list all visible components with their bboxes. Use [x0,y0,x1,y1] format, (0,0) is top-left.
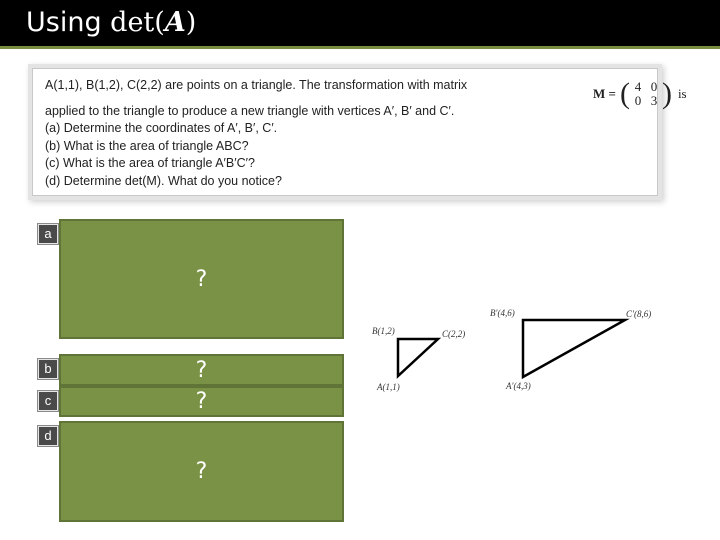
question-line-1 [45,77,687,110]
question-part-b: (b) What is the area of triangle ABC? [45,138,249,153]
label-a-prime: A′(4,3) [506,381,531,391]
answer-label-a: a [38,224,58,244]
answer-box-d[interactable]: ? [59,421,344,522]
question-part-c: (c) What is the area of triangle A′B′C′? [45,156,255,170]
label-b-prime: B′(4,6) [490,308,515,318]
label-b: B(1,2) [372,326,395,336]
matrix-entry: 4 [634,79,642,94]
answer-box-c[interactable]: ? [59,386,344,417]
triangles-diagram [360,296,680,406]
label-c-prime: C′(8,6) [626,309,652,319]
title-open-paren: ( [154,7,165,38]
answer-box-b[interactable]: ? [59,354,344,386]
matrix-entry: 0 [650,79,658,94]
answer-label-c: c [38,391,58,411]
question-intro: A(1,1), B(1,2), C(2,2) are points on a triangle. The transformation with matrix [45,78,468,92]
answer-box-a[interactable]: ? [59,219,344,339]
answer-label-d: d [38,426,58,446]
triangle-a-prime-b-prime-c-prime [523,320,625,377]
answer-label-b: b [38,359,58,379]
title-prefix: Using [26,7,111,38]
title-close-paren: ) [185,7,197,38]
matrix-entry: 0 [634,93,642,108]
title-underline [0,46,720,49]
question-part-d: (d) Determine det(M). What do you notice? [45,173,282,188]
question-line1-tail: is [677,86,687,102]
matrix-left-paren: ( [619,77,630,110]
question-part-a: (a) Determine the coordinates of A′, B′, C′. [45,121,278,135]
question-box [32,68,687,196]
slide-title [26,6,196,40]
label-c: C(2,2) [442,329,466,339]
matrix-label: M = [593,86,616,102]
title-fn: det [110,7,155,38]
label-a: A(1,1) [377,382,400,392]
matrix-entry: 3 [650,93,658,108]
triangle-abc [398,339,438,376]
title-arg: A [164,7,186,38]
question-line-2: applied to the triangle to produce a new triangle with vertices A′, B′ and C′. [45,103,455,118]
matrix-right-paren: ) [661,77,672,110]
